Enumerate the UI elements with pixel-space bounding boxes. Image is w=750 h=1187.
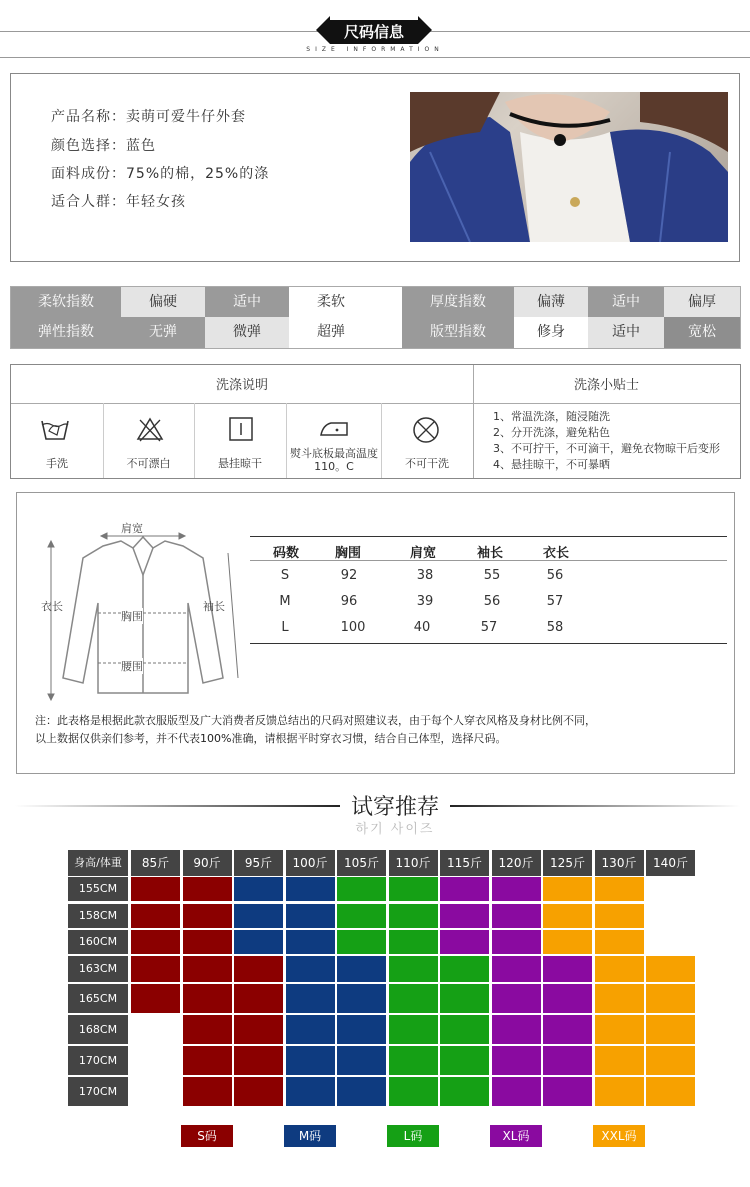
soft-option-3: 柔软: [317, 294, 345, 310]
weight-header: 125斤: [543, 850, 592, 876]
fit-cell: [234, 956, 283, 982]
index-table: [10, 286, 741, 349]
fit-cell: [492, 1077, 541, 1106]
fit-cell: [286, 877, 335, 901]
fit-cell: [337, 1046, 386, 1075]
fit-cell: [183, 904, 232, 928]
fit-cell: [183, 984, 232, 1013]
wash-tip-2: 2、分开洗涤，避免粘色: [493, 426, 610, 439]
product-color: 颜色选择：蓝色: [51, 138, 156, 154]
product-material: 面料成份：75%的棉，25%的涤: [51, 166, 270, 182]
size-cell: 56: [546, 568, 564, 583]
size-cell: 40: [413, 620, 431, 635]
header-wing-right: [418, 16, 432, 44]
height-label: 155CM: [68, 877, 128, 901]
fit-cell: [595, 1046, 644, 1075]
height-label: 160CM: [68, 930, 128, 954]
fit-cell: [440, 877, 489, 901]
fit-cell: [286, 1015, 335, 1044]
fit-cell: [440, 984, 489, 1013]
fit-cell: [131, 956, 180, 982]
fit-cell: [337, 956, 386, 982]
height-label: 163CM: [68, 956, 128, 982]
fit-cell: [234, 1046, 283, 1075]
fit-cell: [389, 1046, 438, 1075]
size-box: [16, 492, 735, 774]
wash-divider-h: [11, 403, 740, 404]
legend-xxl: XXL码: [593, 1125, 645, 1147]
fit-cell: [183, 930, 232, 954]
wash-tip-1: 1、常温洗涤，随浸随洗: [493, 410, 610, 423]
fit-cell: [543, 877, 592, 901]
header-rule-bottom: [0, 57, 750, 58]
fit-cell: [595, 904, 644, 928]
weight-header: 90斤: [183, 850, 232, 876]
fit-cell: [595, 1015, 644, 1044]
fit-cell: [492, 1046, 541, 1075]
thick-option-1: 偏薄: [514, 287, 588, 317]
fit-title: 试穿推荐: [350, 795, 439, 820]
fit-cell: [183, 1046, 232, 1075]
height-label: 158CM: [68, 904, 128, 928]
iron-label: 熨斗底板最高温度110。C: [290, 447, 378, 473]
fit-label: 版型指数: [402, 317, 514, 348]
size-col-size: 码数: [273, 546, 300, 561]
product-info-box: [10, 73, 740, 262]
fit-rule-left: [15, 805, 340, 807]
size-cell: 56: [483, 594, 501, 609]
fit-cell: [286, 984, 335, 1013]
height-label: 170CM: [68, 1046, 128, 1075]
softness-label: 柔软指数: [11, 287, 121, 317]
soft-option-1: 偏硬: [121, 287, 205, 317]
fit-cell: [183, 1077, 232, 1106]
wash-tip-4: 4、悬挂晾干，不可暴晒: [493, 458, 610, 471]
fit-cell: [389, 930, 438, 954]
fit-cell: [543, 1015, 592, 1044]
size-note-line-2: 以上数据仅供亲们参考，并不代表100%准确，请根据平时穿衣习惯，结合自己体型，选择尺码。: [35, 732, 507, 745]
weight-header: 85斤: [131, 850, 180, 876]
fit-cell: [595, 877, 644, 901]
fit-cell: [183, 877, 232, 901]
fit-cell: [337, 930, 386, 954]
weight-header: 105斤: [337, 850, 386, 876]
fit-cell: [389, 984, 438, 1013]
fit-cell: [389, 956, 438, 982]
sleeve-label: 袖长: [203, 600, 225, 613]
height-label: 165CM: [68, 984, 128, 1013]
product-photo: [410, 92, 728, 242]
hand-wash-label: 手洗: [46, 457, 68, 470]
fit-cell: [286, 1077, 335, 1106]
fit-cell: [440, 1046, 489, 1075]
fit-option-3: 宽松: [664, 317, 740, 348]
fit-cell: [286, 930, 335, 954]
thick-option-3: 偏厚: [664, 287, 740, 317]
size-col-chest: 胸围: [335, 546, 362, 561]
fit-cell: [131, 984, 180, 1013]
section-subtitle: SIZE INFORMATION: [306, 46, 444, 53]
weight-header: 115斤: [440, 850, 489, 876]
fit-cell: [543, 904, 592, 928]
fit-cell: [646, 1077, 695, 1106]
fit-cell: [337, 877, 386, 901]
weight-header: 95斤: [234, 850, 283, 876]
legend-m: M码: [284, 1125, 336, 1147]
size-note-line-1: 注：此表格是根据此款衣服版型及广大消费者反馈总结出的尺码对照建议表，由于每个人穿衣风格及身材比例不同，: [35, 714, 596, 727]
fit-cell: [440, 1015, 489, 1044]
size-cell: 39: [416, 594, 434, 609]
fit-cell: [131, 930, 180, 954]
fit-cell: [337, 984, 386, 1013]
elast-option-2: 微弹: [205, 317, 289, 348]
fit-cell: [131, 904, 180, 928]
size-cell: 38: [416, 568, 434, 583]
height-label: 170CM: [68, 1077, 128, 1106]
fit-cell: [646, 956, 695, 982]
size-col-shoulder: 肩宽: [410, 546, 437, 561]
elast-option-1: 无弹: [121, 317, 205, 348]
height-label: 168CM: [68, 1015, 128, 1044]
fit-cell: [543, 1046, 592, 1075]
weight-header: 140斤: [646, 850, 695, 876]
wash-tip-3: 3、不可拧干，不可滴干，避免衣物晾干后变形: [493, 442, 720, 455]
fit-cell: [440, 1077, 489, 1106]
chest-label: 胸围: [121, 610, 143, 623]
fit-cell: [183, 956, 232, 982]
fit-option-1: 修身: [537, 324, 565, 340]
weight-header: 130斤: [595, 850, 644, 876]
size-cell: 57: [480, 620, 498, 635]
fit-cell: [440, 956, 489, 982]
elast-option-3: 超弹: [317, 324, 345, 340]
size-cell: 57: [546, 594, 564, 609]
soft-option-2: 适中: [205, 287, 289, 317]
weight-header: 110斤: [389, 850, 438, 876]
fit-cell: [389, 1015, 438, 1044]
fit-cell: [234, 1077, 283, 1106]
header-wing-left: [316, 16, 330, 44]
fit-cell: [492, 956, 541, 982]
fit-cell: [337, 904, 386, 928]
fit-cell: [492, 984, 541, 1013]
size-table-rule-top: [250, 536, 727, 537]
fit-option-2: 适中: [588, 317, 664, 348]
fit-cell: [646, 1015, 695, 1044]
fit-cell: [234, 904, 283, 928]
hang-dry-label: 悬挂晾干: [218, 457, 262, 470]
fit-cell: [131, 877, 180, 901]
fit-cell: [286, 904, 335, 928]
weight-header: 120斤: [492, 850, 541, 876]
size-cell: M: [279, 594, 291, 609]
thickness-label: 厚度指数: [402, 287, 514, 317]
size-cell: 55: [483, 568, 501, 583]
size-cell: S: [280, 568, 290, 583]
fit-cell: [440, 930, 489, 954]
product-name: 产品名称：卖萌可爱牛仔外套: [51, 109, 246, 125]
size-col-length: 衣长: [543, 546, 570, 561]
wash-instructions: [10, 364, 741, 479]
fit-cell: [337, 1015, 386, 1044]
fit-cell: [492, 930, 541, 954]
no-dry-clean-icon: [411, 415, 441, 449]
fit-cell: [440, 904, 489, 928]
fit-cell: [234, 984, 283, 1013]
fit-cell: [337, 1077, 386, 1106]
fit-cell: [183, 1015, 232, 1044]
size-cell: 96: [340, 594, 358, 609]
section-title: 尺码信息: [330, 20, 418, 44]
fit-cell: [543, 1077, 592, 1106]
weight-header: 100斤: [286, 850, 335, 876]
size-table-rule-bottom: [250, 643, 727, 644]
hand-wash-icon: [39, 415, 71, 447]
size-col-sleeve: 袖长: [477, 546, 504, 561]
fit-cell: [286, 1046, 335, 1075]
legend-l: L码: [387, 1125, 439, 1147]
fit-cell: [286, 956, 335, 982]
fit-cell: [389, 1077, 438, 1106]
elasticity-label: 弹性指数: [11, 317, 121, 348]
fit-chart-corner: 身高/体重: [68, 850, 128, 876]
waist-label: 腰围: [121, 660, 143, 673]
fit-cell: [543, 984, 592, 1013]
fit-cell: [646, 1046, 695, 1075]
length-label: 衣长: [41, 600, 63, 613]
size-cell: 92: [340, 568, 358, 583]
wash-title: 洗涤说明: [215, 378, 268, 393]
fit-cell: [234, 1015, 283, 1044]
fit-cell: [543, 956, 592, 982]
fit-cell: [543, 930, 592, 954]
no-dry-clean-label: 不可干洗: [405, 457, 449, 470]
fit-cell: [595, 984, 644, 1013]
fit-cell: [595, 956, 644, 982]
size-cell: L: [281, 620, 289, 635]
no-bleach-label: 不可漂白: [126, 457, 171, 470]
legend-s: S码: [181, 1125, 233, 1147]
fit-cell: [595, 1077, 644, 1106]
fit-cell: [492, 904, 541, 928]
hang-dry-icon: [227, 415, 255, 447]
fit-cell: [234, 930, 283, 954]
legend-xl: XL码: [490, 1125, 542, 1147]
fit-cell: [234, 877, 283, 901]
fit-cell: [492, 1015, 541, 1044]
product-audience: 适合人群：年轻女孩: [51, 194, 186, 210]
thick-option-2: 适中: [588, 287, 664, 317]
fit-cell: [389, 904, 438, 928]
shoulder-label: 肩宽: [121, 522, 143, 535]
no-bleach-icon: [135, 415, 165, 447]
wash-tips-title: 洗涤小贴士: [573, 378, 639, 393]
size-cell: 100: [340, 620, 366, 635]
fit-cell: [646, 984, 695, 1013]
fit-cell: [492, 877, 541, 901]
iron-icon: [317, 415, 351, 445]
fit-rule-right: [450, 805, 740, 807]
size-cell: 58: [546, 620, 564, 635]
fit-subtitle: 하기 사이즈: [355, 822, 435, 837]
fit-cell: [389, 877, 438, 901]
fit-cell: [595, 930, 644, 954]
